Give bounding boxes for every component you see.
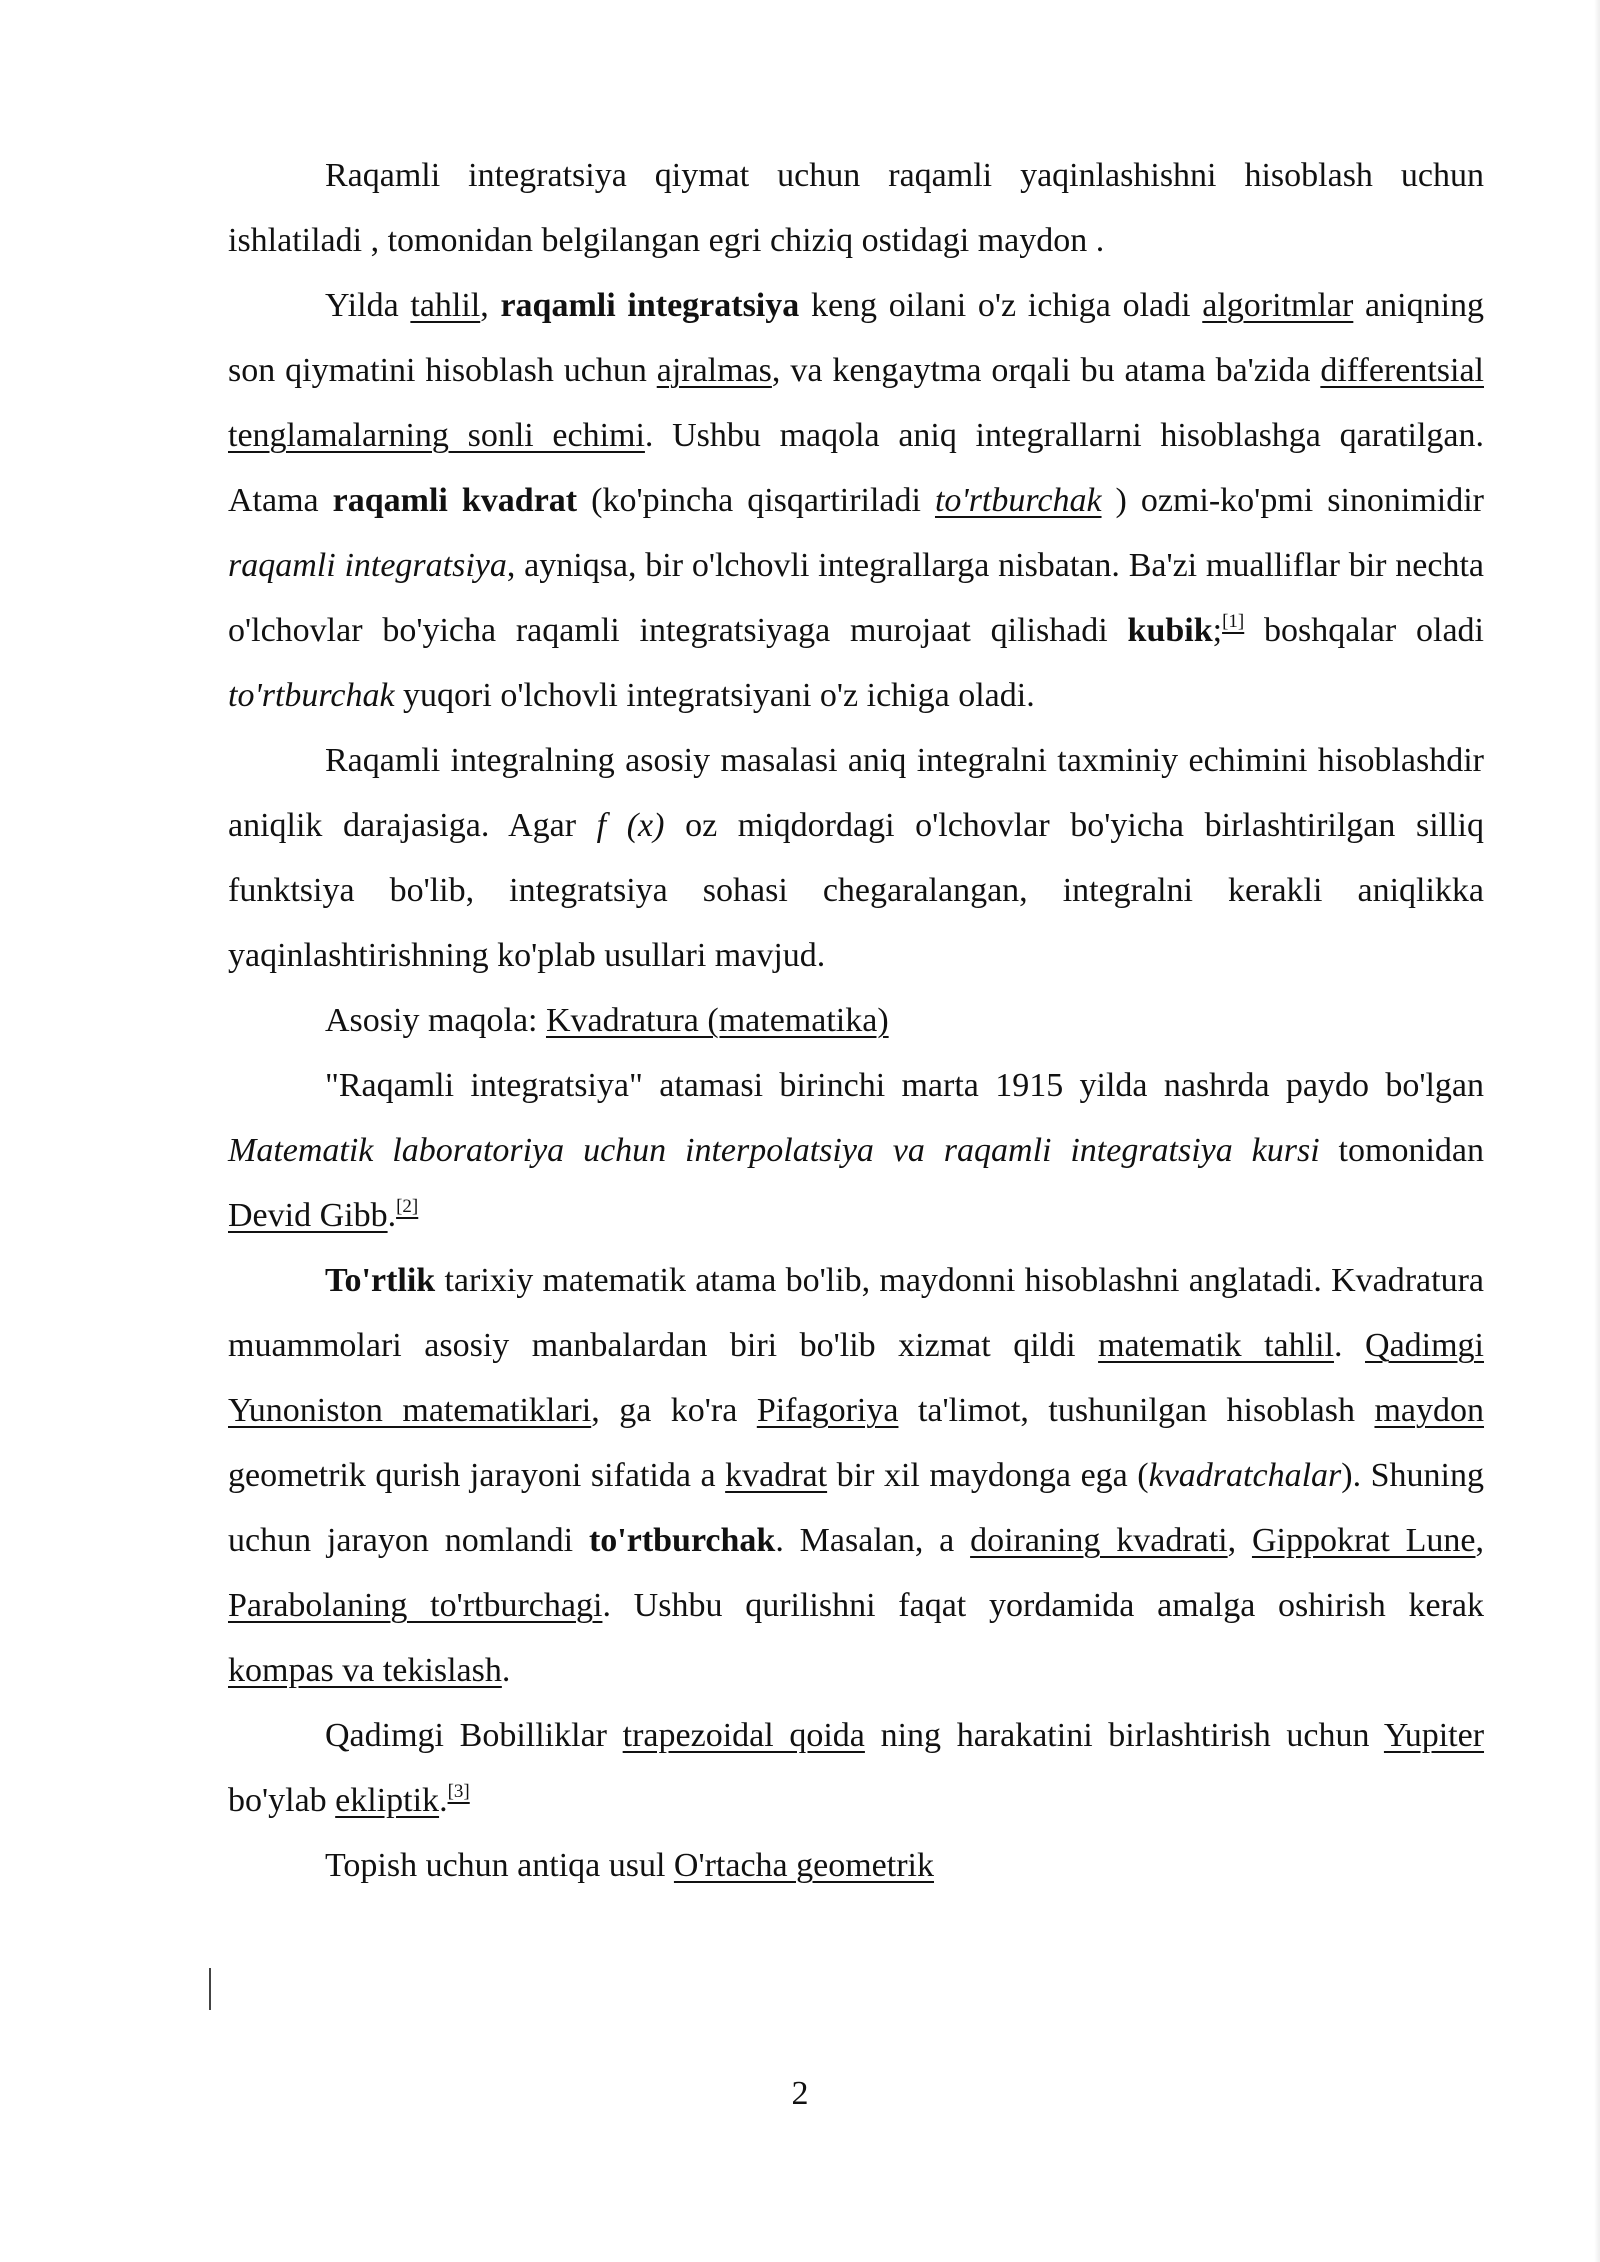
paragraph (228, 728, 1484, 988)
paragraph (228, 1833, 1484, 1898)
text-run: ning harakatini birlashtirish uchun (864, 1717, 1384, 1754)
italic-text: raqamli integratsiya (228, 547, 507, 584)
inline-link[interactable]: Yupiter (1383, 1717, 1485, 1754)
italic-text: Matematik laboratoriya uchun interpolatsiya va raqamli integratsiya kursi (228, 1132, 1320, 1169)
paragraph (228, 273, 1484, 728)
inline-link[interactable]: Qadimgi Yunoniston matematiklari (228, 1327, 1484, 1429)
inline-link[interactable]: tahlil (410, 287, 481, 324)
text-run: , (1475, 1522, 1484, 1559)
text-run: Topish uchun antiqa usul (325, 1847, 674, 1884)
inline-link[interactable]: kvadrat (725, 1457, 828, 1494)
text-run: geometrik qurish jarayoni sifatida a (228, 1457, 726, 1494)
paragraph (228, 143, 1484, 273)
inline-link[interactable]: ajralmas (656, 352, 772, 389)
footnote-ref (396, 1196, 418, 1217)
text-run: , (480, 287, 501, 324)
footnote-ref-link[interactable]: [3] (447, 1781, 470, 1802)
bold-text: raqamli kvadrat (332, 482, 578, 519)
text-run: keng oilani o'z ichiga oladi (799, 287, 1203, 324)
text-run: . Ushbu qurilishni faqat yordamida amalga oshirish kerak (602, 1587, 1484, 1624)
text-run: tarixiy matematik atama bo'lib, maydonni hisoblashni anglatadi. Kvadratura muammolari asosiy manbalardan biri bo'lib xizmat qildi (228, 1262, 1484, 1364)
text-run: ). Shuning uchun jarayon nomlandi (228, 1457, 1484, 1559)
footnote-ref-link[interactable]: [1] (1222, 611, 1245, 632)
text-run: Qadimgi Bobilliklar (325, 1717, 623, 1754)
inline-link[interactable]: to'rtburchak (934, 482, 1102, 519)
page-edge-shadow (1594, 0, 1600, 2262)
paragraph (228, 1703, 1484, 1833)
text-run: , ga ko'ra (591, 1392, 757, 1429)
text-run: aniqning son qiymatini hisoblash uchun (228, 287, 1485, 389)
text-run: . (387, 1197, 397, 1234)
text-run: "Raqamli integratsiya" atamasi birinchi marta 1915 yilda nashrda paydo bo'lgan (325, 1067, 1484, 1104)
inline-link[interactable]: Gippokrat Lune (1251, 1522, 1476, 1559)
text-cursor (209, 1968, 211, 2010)
bold-text: to'rtburchak (588, 1522, 776, 1559)
italic-text: kvadratchalar (1148, 1457, 1342, 1494)
text-run: , ayniqsa, bir o'lchovli integrallarga nisbatan. Ba'zi mualliflar bir nechta o'lchovlar bo'yicha raqamli integratsiyaga murojaat qilishadi (228, 547, 1484, 649)
text-run: Raqamli integralning asosiy masalasi aniq integralni taxminiy echimini hisoblashdir aniqlik darajasiga. Agar (228, 742, 1484, 844)
text-run: Asosiy maqola: (325, 1002, 546, 1039)
inline-link[interactable]: O'rtacha geometrik (673, 1847, 934, 1884)
inline-link[interactable]: matematik tahlil (1098, 1327, 1334, 1364)
text-run: . (501, 1652, 511, 1689)
inline-link[interactable]: ekliptik (335, 1782, 440, 1819)
footnote-ref (1222, 611, 1244, 632)
document-body (228, 143, 1484, 1898)
inline-link[interactable]: trapezoidal qoida (622, 1717, 865, 1754)
inline-link[interactable]: Pifagoriya (756, 1392, 899, 1429)
bold-text: To'rtlik (325, 1262, 436, 1299)
text-run: . (1333, 1327, 1366, 1364)
text-run: ) ozmi-ko'pmi sinonimidir (1101, 482, 1485, 519)
text-run: yuqori o'lchovli integratsiyani o'z ichiga oladi. (394, 677, 1035, 714)
bold-text: kubik (1127, 612, 1213, 649)
bold-text: raqamli integratsiya (500, 287, 800, 324)
text-run: Raqamli integratsiya qiymat uchun raqamli yaqinlashishni hisoblash uchun ishlatiladi , tomonidan belgilangan egri chiziq ostidagi maydon . (228, 157, 1484, 259)
text-run: boshqalar oladi (1244, 612, 1484, 649)
paragraph (228, 1248, 1484, 1703)
text-run: bo'ylab (228, 1782, 336, 1819)
inline-link[interactable]: differentsial tenglamalarning sonli echimi (228, 352, 1484, 454)
text-run: . Ushbu maqola aniq integrallarni hisoblashga qaratilgan. Atama (228, 417, 1485, 519)
text-run: . Masalan, a (775, 1522, 971, 1559)
text-run: , va kengaytma orqali bu atama ba'zida (771, 352, 1321, 389)
inline-link[interactable]: maydon (1374, 1392, 1485, 1429)
italic-text: to'rtburchak (228, 677, 395, 714)
text-run: ta'limot, tushunilgan hisoblash (898, 1392, 1375, 1429)
page-number: 2 (791, 2075, 809, 2112)
text-run: tomonidan (1319, 1132, 1484, 1169)
italic-text: f (x) (596, 807, 665, 844)
footnote-ref (448, 1781, 470, 1802)
text-run: ; (1212, 612, 1223, 649)
text-run: oz miqdordagi o'lchovlar bo'yicha birlashtirilgan silliq funktsiya bo'lib, integratsiya sohasi chegaralangan, integralni kerakli aniqlikka yaqinlashtirishning ko'plab usullari mavjud. (228, 807, 1484, 974)
paragraph (228, 988, 1484, 1053)
footnote-ref-link[interactable]: [2] (396, 1196, 419, 1217)
text-run: . (439, 1782, 448, 1819)
inline-link[interactable]: kompas va tekislash (228, 1652, 502, 1689)
text-run: bir xil maydonga ega ( (827, 1457, 1149, 1494)
inline-link[interactable]: Kvadratura (matematika) (545, 1002, 889, 1039)
inline-link[interactable]: doiraning kvadrati (970, 1522, 1228, 1559)
text-run: , (1227, 1522, 1252, 1559)
text-run: (ko'pincha qisqartiriladi (577, 482, 935, 519)
inline-link[interactable]: Parabolaning to'rtburchagi (228, 1587, 603, 1624)
text-run: Yilda (325, 287, 411, 324)
inline-link[interactable]: algoritmlar (1202, 287, 1354, 324)
inline-link[interactable]: Devid Gibb (228, 1197, 388, 1234)
paragraph (228, 1053, 1484, 1248)
